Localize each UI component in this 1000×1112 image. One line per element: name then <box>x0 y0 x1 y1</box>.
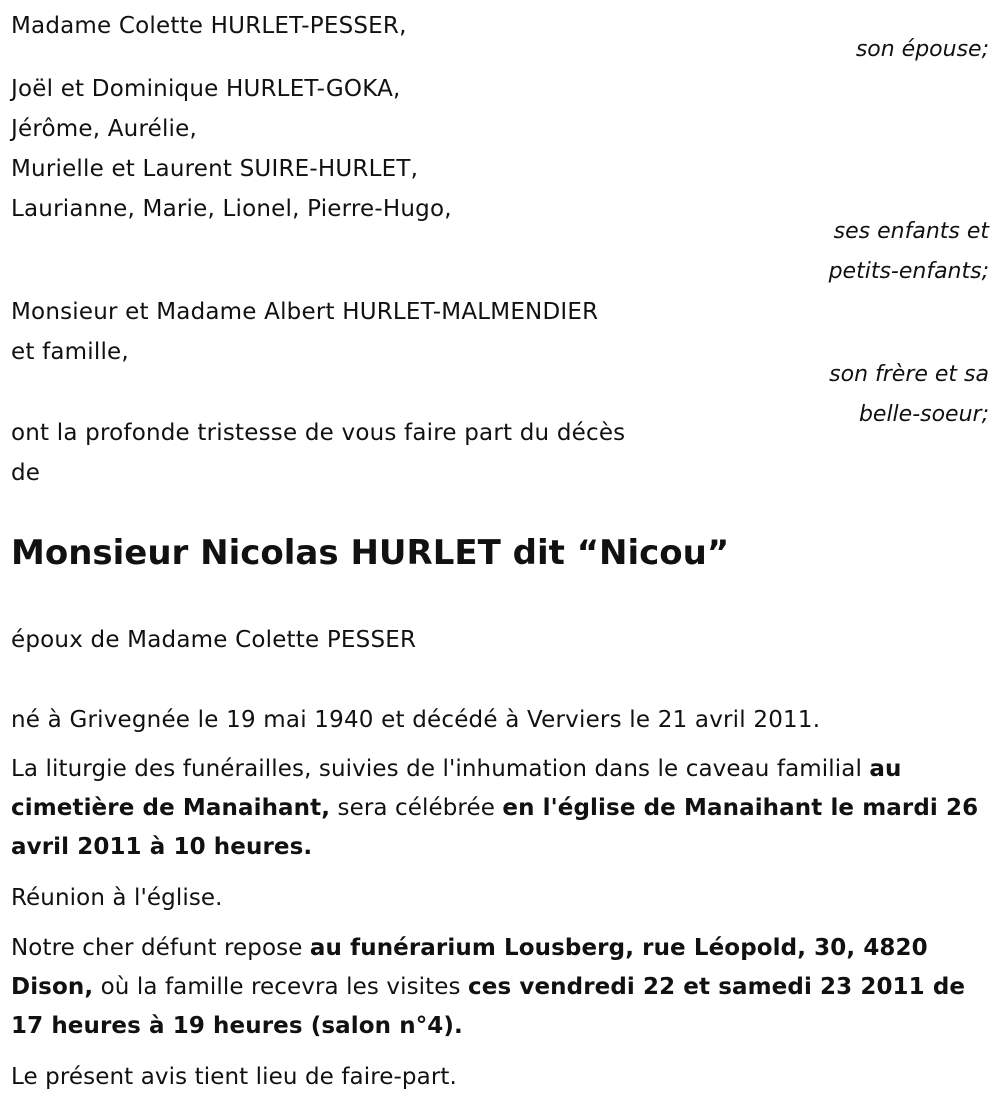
rest-text-a: Notre cher défunt repose <box>11 935 310 961</box>
children-line-1: Joël et Dominique HURLET-GOKA, <box>11 76 401 102</box>
funeral-text-a: La liturgie des funérailles, suivies de l'inhumation dans le caveau familial <box>11 756 870 782</box>
children-role-2: petits-enfants; <box>828 259 989 284</box>
funerarium-text: au funérarium Lousberg, rue Léopold, 30, 4820 Dison, <box>11 935 928 1000</box>
sibling-role-2: belle-soeur; <box>858 402 989 427</box>
rest-text-c: où la famille recevra les visites <box>93 974 469 1000</box>
cemetery-text: au cimetière de Manaihant, <box>11 756 902 821</box>
children-line-4: Laurianne, Marie, Lionel, Pierre-Hugo, <box>11 196 452 222</box>
funeral-text-c: sera célébrée <box>330 795 503 821</box>
sibling-line-1: Monsieur et Madame Albert HURLET-MALMENDIER <box>11 299 599 325</box>
rest-paragraph <box>11 929 986 1046</box>
children-role-1: ses enfants et <box>833 219 989 244</box>
children-line-2: Jérôme, Aurélie, <box>11 116 197 142</box>
sibling-role-1: son frère et sa <box>829 362 989 387</box>
birth-death-line: né à Grivegnée le 19 mai 1940 et décédé à Verviers le 21 avril 2011. <box>11 707 821 733</box>
spouse-role: son épouse; <box>855 37 989 62</box>
announce-line-2: de <box>11 460 41 486</box>
announce-line-1: ont la profonde tristesse de vous faire part du décès <box>11 420 626 446</box>
sibling-line-2: et famille, <box>11 339 129 365</box>
spouse-of-line: époux de Madame Colette PESSER <box>11 627 417 653</box>
church-date-text: en l'église de Manaihant le mardi 26 avril 2011 à 10 heures. <box>11 795 979 860</box>
funeral-paragraph <box>11 750 986 867</box>
meeting-paragraph: Réunion à l'église. <box>11 885 223 911</box>
notice-paragraph: Le présent avis tient lieu de faire-part. <box>11 1064 457 1090</box>
spouse-line: Madame Colette HURLET-PESSER, <box>11 13 407 39</box>
deceased-name: Monsieur Nicolas HURLET dit “Nicou” <box>11 533 730 573</box>
visit-times-text: ces vendredi 22 et samedi 23 2011 de 17 heures à 19 heures (salon n°4). <box>11 974 966 1039</box>
children-line-3: Murielle et Laurent SUIRE-HURLET, <box>11 156 419 182</box>
